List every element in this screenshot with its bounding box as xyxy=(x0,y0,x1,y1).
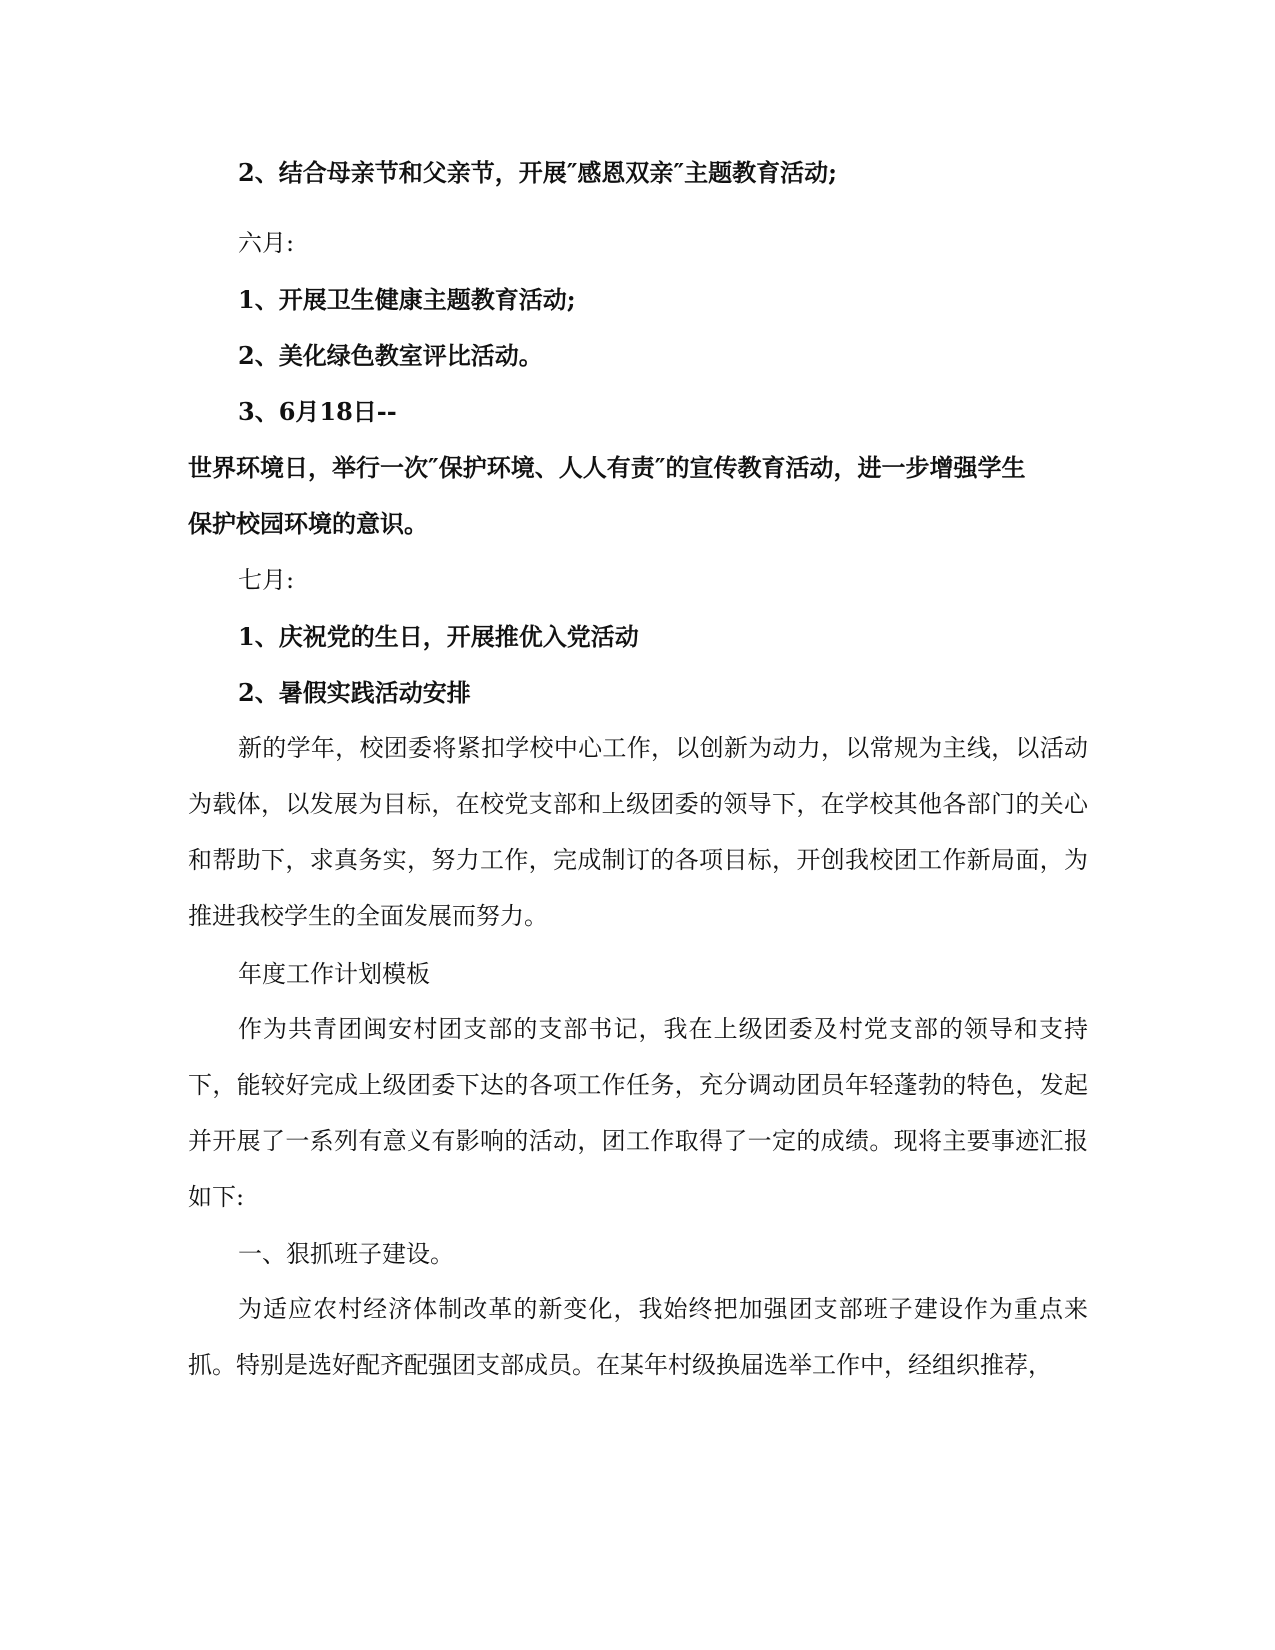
paragraph-summer-practice: 2、暑假实践活动安排 xyxy=(238,678,471,707)
paragraph-environment-awareness: 保护校园环境的意识。 xyxy=(188,509,428,538)
heading-annual-plan-template: 年度工作计划模板 xyxy=(238,960,430,988)
paragraph-health-education: 1、开展卫生健康主题教育活动; xyxy=(238,285,576,314)
paragraph-mothers-fathers-day: 2、结合母亲节和父亲节，开展″感恩双亲″主题教育活动; xyxy=(238,158,838,187)
heading-june: 六月: xyxy=(238,229,295,257)
paragraph-branch-secretary: 作为共青团闽安村团支部的支部书记，我在上级团委及村党支部的领导和支持下，能较好完成上级团委下达的各项工作任务，充分调动团员年轻蓬勃的特色，发起并开展了一系列有意义有影响的活动，团工作取得了一定的成绩。现将主要事迹汇报如下: xyxy=(188,1015,1088,1211)
paragraph-june-18: 3、6月18日-- xyxy=(238,397,397,426)
paragraph-rural-reform: 为适应农村经济体制改革的新变化，我始终把加强团支部班子建设作为重点来抓。特别是选好配齐配强团支部成员。在某年村级换届选举工作中，经组织推荐， xyxy=(188,1295,1088,1379)
heading-team-building: 一、狠抓班子建设。 xyxy=(238,1240,454,1268)
paragraph-green-classroom: 2、美化绿色教室评比活动。 xyxy=(238,341,543,370)
paragraph-party-birthday: 1、庆祝党的生日，开展推优入党活动 xyxy=(238,622,639,651)
paragraph-environment-day: 世界环境日，举行一次″保护环境、人人有责″的宣传教育活动，进一步增强学生 xyxy=(188,453,1026,482)
paragraph-new-school-year: 新的学年，校团委将紧扣学校中心工作，以创新为动力，以常规为主线，以活动为载体，以发展为目标，在校党支部和上级团委的领导下，在学校其他各部门的关心和帮助下，求真务实，努力工作，完成制订的各项目标，开创我校团工作新局面，为推进我校学生的全面发展而努力。 xyxy=(188,734,1088,930)
heading-july: 七月: xyxy=(238,566,295,594)
